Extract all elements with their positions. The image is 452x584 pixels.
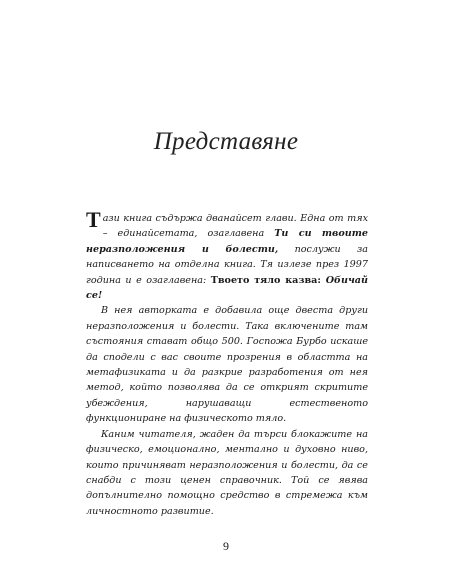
text-segment-bold: Твоето тяло казва: <box>210 274 326 286</box>
chapter-title: Представяне <box>153 128 299 155</box>
paragraph-3 <box>86 427 368 519</box>
text-segment: Каним читателя, жаден да търси блокажите на физическо, емоционално, ментално и духовно ниво, които причиняват неразположения и болести, да се снабди с този ценен справочник. Той се явява допълнително помощно средство в стремежа към личностното развитие. <box>86 428 368 517</box>
text-segment-bold-italic: Обичай се! <box>86 274 368 302</box>
paragraph-1 <box>86 207 369 303</box>
text-segment: ази книга съдържа дванайсет глави. Една от тях – единайсетата, озаглавена <box>102 213 368 240</box>
text-segment-bold-italic: Ти си твоите неразположения и болести, <box>86 228 368 255</box>
text-segment: послужи за написването на отделна книга. Тя излезе през 1997 година и е озаглавена: <box>86 243 369 286</box>
drop-cap: Т <box>86 207 101 232</box>
paragraph-2 <box>86 303 368 426</box>
body-text <box>86 207 369 519</box>
page-number: 9 <box>223 539 229 553</box>
text-segment: В нея авторката е добавила още двеста други неразположения и болести. Така включените там състояния стават общо 500. Госпожа Бурбо искаше да сподели с вас своите прозрения в областта на метафизиката и да разкрие разработения от нея метод, който позволява да се открият скритите убеждения, нарушаващи естественото функциониране на физическото тяло. <box>86 305 368 425</box>
